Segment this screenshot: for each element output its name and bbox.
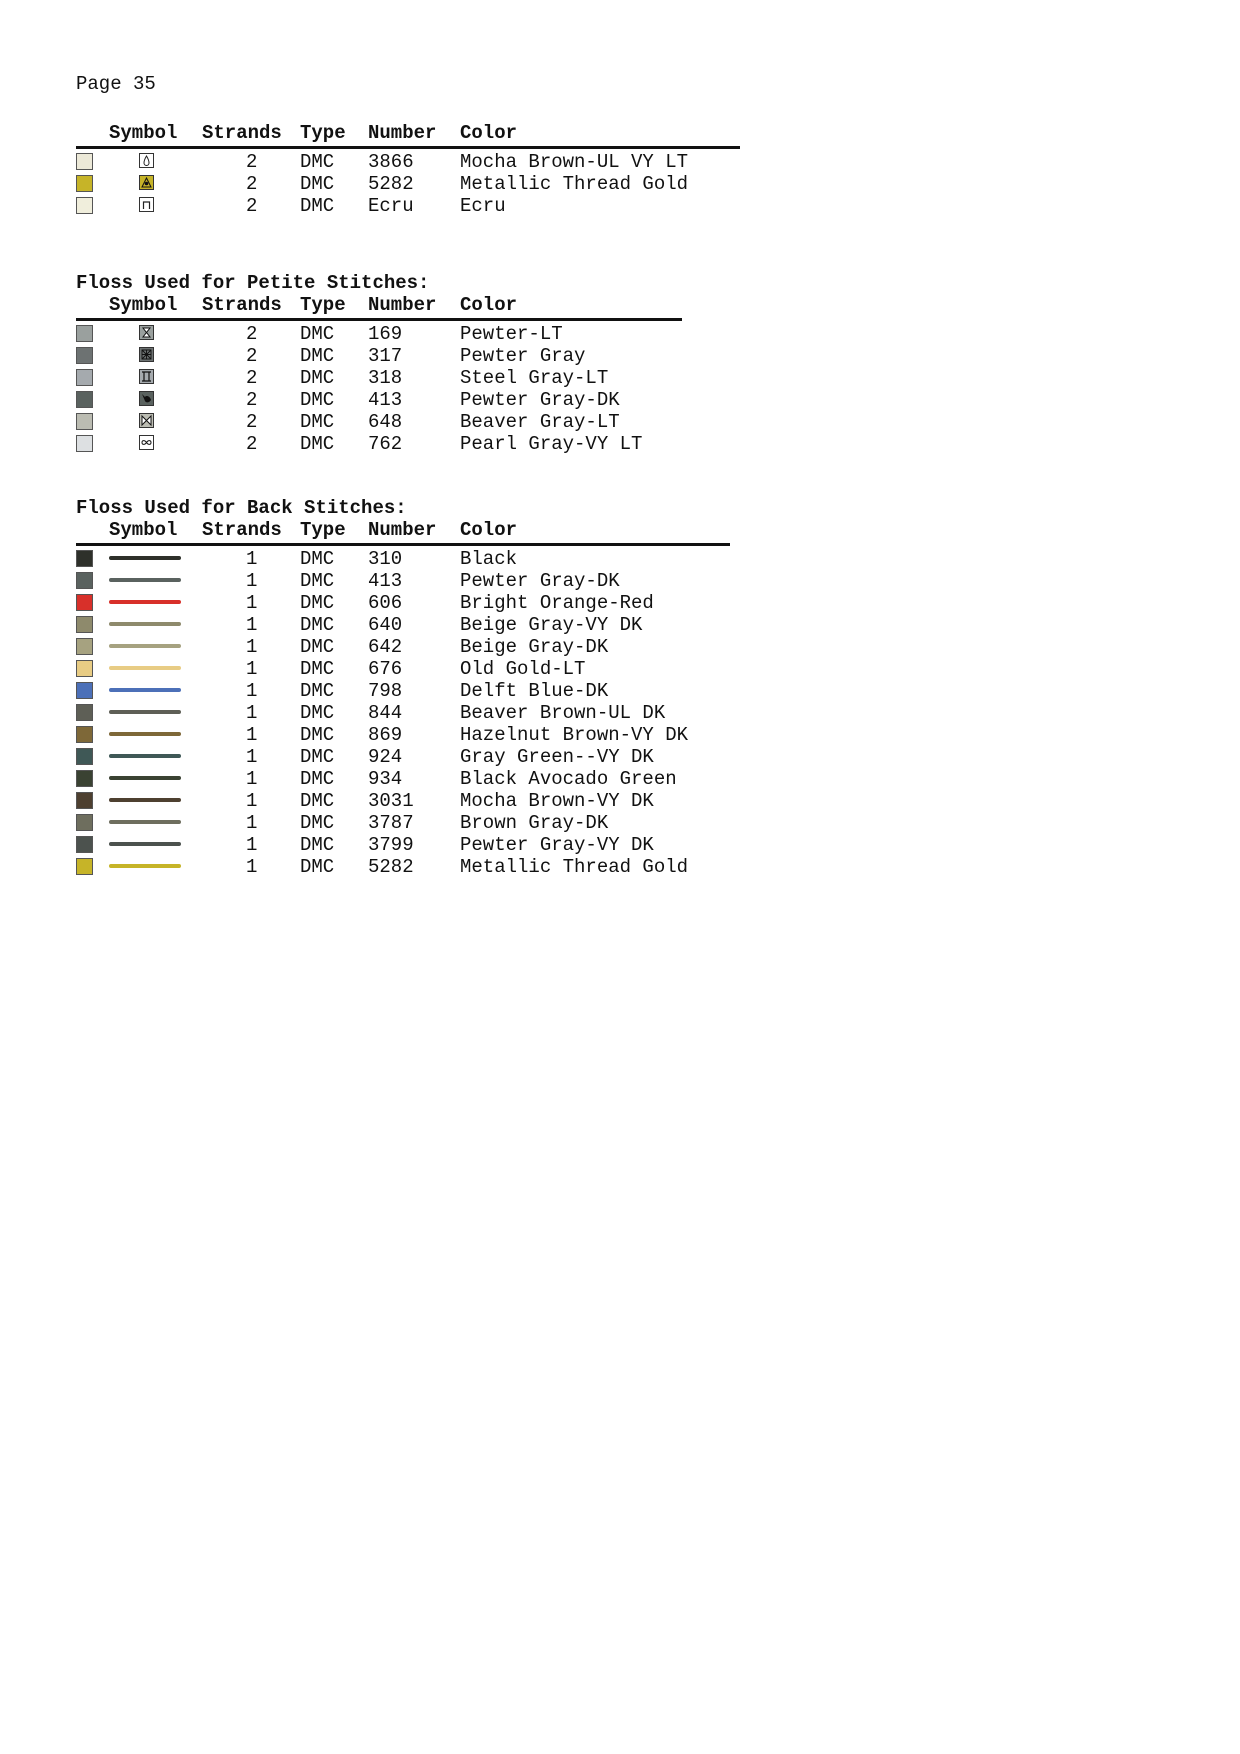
color-name: Beige Gray-DK: [460, 636, 609, 658]
backstitch-line-icon: [109, 776, 181, 780]
type-value: DMC: [300, 151, 335, 173]
color-swatch: [76, 369, 93, 386]
backstitch-line-icon: [109, 556, 181, 560]
strands-value: 1: [246, 570, 258, 592]
strands-value: 1: [246, 724, 258, 746]
strands-value: 1: [246, 768, 258, 790]
type-value: DMC: [300, 592, 335, 614]
column-header-row: [76, 294, 682, 318]
header-color: Color: [460, 294, 518, 316]
page-label: Page 35: [76, 73, 156, 95]
strands-value: 2: [246, 323, 258, 345]
number-value: Ecru: [368, 195, 414, 217]
color-name: Beaver Gray-LT: [460, 411, 620, 433]
strands-value: 1: [246, 856, 258, 878]
backstitch-line-icon: [109, 688, 181, 692]
strands-value: 1: [246, 636, 258, 658]
table-row: [76, 724, 730, 746]
table-row: [76, 345, 682, 367]
grid-icon: [139, 347, 154, 362]
header-color: Color: [460, 122, 518, 144]
color-name: Delft Blue-DK: [460, 680, 609, 702]
type-value: DMC: [300, 856, 335, 878]
number-value: 648: [368, 411, 403, 433]
table-row: [76, 592, 730, 614]
section-back-stitches: [76, 497, 730, 878]
color-name: Mocha Brown-VY DK: [460, 790, 654, 812]
header-number: Number: [368, 122, 437, 144]
header-number: Number: [368, 519, 437, 541]
column-header-row: [76, 122, 740, 146]
table-row: [76, 173, 740, 195]
header-color: Color: [460, 519, 518, 541]
color-name: Gray Green--VY DK: [460, 746, 654, 768]
number-value: 5282: [368, 173, 414, 195]
color-swatch: [76, 616, 93, 633]
table-row: [76, 812, 730, 834]
number-value: 3787: [368, 812, 414, 834]
type-value: DMC: [300, 746, 335, 768]
number-value: 924: [368, 746, 403, 768]
color-name: Pewter Gray-DK: [460, 570, 620, 592]
header-type: Type: [300, 122, 346, 144]
type-value: DMC: [300, 790, 335, 812]
color-swatch: [76, 836, 93, 853]
triangle-dot-icon: [139, 175, 154, 190]
color-name: Ecru: [460, 195, 506, 217]
backstitch-line-icon: [109, 622, 181, 626]
color-name: Black: [460, 548, 518, 570]
color-name: Pewter-LT: [460, 323, 563, 345]
type-value: DMC: [300, 173, 335, 195]
number-value: 642: [368, 636, 403, 658]
table-row: [76, 323, 682, 345]
type-value: DMC: [300, 411, 335, 433]
header-rule: [76, 146, 740, 149]
strands-value: 1: [246, 680, 258, 702]
type-value: DMC: [300, 768, 335, 790]
type-value: DMC: [300, 680, 335, 702]
color-swatch: [76, 704, 93, 721]
type-value: DMC: [300, 658, 335, 680]
color-name: Metallic Thread Gold: [460, 856, 689, 878]
strands-value: 1: [246, 702, 258, 724]
backstitch-line-icon: [109, 820, 181, 824]
backstitch-line-icon: [109, 578, 181, 582]
table-row: [76, 195, 740, 217]
backstitch-line-icon: [109, 600, 181, 604]
number-value: 676: [368, 658, 403, 680]
n-glyph-icon: [139, 197, 154, 212]
header-strands: Strands: [202, 294, 282, 316]
color-swatch: [76, 858, 93, 875]
header-symbol: Symbol: [109, 294, 178, 316]
type-value: DMC: [300, 345, 335, 367]
number-value: 640: [368, 614, 403, 636]
color-swatch: [76, 814, 93, 831]
backstitch-line-icon: [109, 798, 181, 802]
column-icon: [139, 369, 154, 384]
table-row: [76, 746, 730, 768]
table-row: [76, 411, 682, 433]
color-swatch: [76, 197, 93, 214]
color-swatch: [76, 175, 93, 192]
infinity-icon: [139, 435, 154, 450]
color-swatch: [76, 682, 93, 699]
header-strands: Strands: [202, 519, 282, 541]
type-value: DMC: [300, 702, 335, 724]
strands-value: 2: [246, 195, 258, 217]
number-value: 798: [368, 680, 403, 702]
type-value: DMC: [300, 724, 335, 746]
type-value: DMC: [300, 548, 335, 570]
number-value: 413: [368, 570, 403, 592]
strands-value: 1: [246, 812, 258, 834]
type-value: DMC: [300, 195, 335, 217]
strands-value: 2: [246, 345, 258, 367]
type-value: DMC: [300, 433, 335, 455]
table-row: [76, 614, 730, 636]
backstitch-line-icon: [109, 842, 181, 846]
color-swatch: [76, 792, 93, 809]
type-value: DMC: [300, 636, 335, 658]
backstitch-line-icon: [109, 732, 181, 736]
header-strands: Strands: [202, 122, 282, 144]
strands-value: 2: [246, 173, 258, 195]
color-swatch: [76, 748, 93, 765]
strands-value: 2: [246, 389, 258, 411]
strands-value: 2: [246, 411, 258, 433]
number-value: 3031: [368, 790, 414, 812]
color-swatch: [76, 391, 93, 408]
table-row: [76, 658, 730, 680]
header-rule: [76, 543, 730, 546]
color-name: Mocha Brown-UL VY LT: [460, 151, 689, 173]
section-title: Floss Used for Petite Stitches:: [76, 272, 430, 294]
color-swatch: [76, 594, 93, 611]
color-swatch: [76, 770, 93, 787]
type-value: DMC: [300, 812, 335, 834]
number-value: 606: [368, 592, 403, 614]
color-name: Old Gold-LT: [460, 658, 586, 680]
table-row: [76, 433, 682, 455]
section-petite-stitches: [76, 272, 682, 455]
table-row: [76, 367, 682, 389]
type-value: DMC: [300, 389, 335, 411]
column-header-row: [76, 519, 730, 543]
color-swatch: [76, 325, 93, 342]
number-value: 5282: [368, 856, 414, 878]
number-value: 869: [368, 724, 403, 746]
backstitch-line-icon: [109, 754, 181, 758]
number-value: 934: [368, 768, 403, 790]
color-name: Steel Gray-LT: [460, 367, 609, 389]
strands-value: 1: [246, 790, 258, 812]
backstitch-line-icon: [109, 710, 181, 714]
color-swatch: [76, 660, 93, 677]
backstitch-line-icon: [109, 644, 181, 648]
section-title: Floss Used for Back Stitches:: [76, 497, 407, 519]
type-value: DMC: [300, 834, 335, 856]
table-row: [76, 570, 730, 592]
type-value: DMC: [300, 323, 335, 345]
type-value: DMC: [300, 367, 335, 389]
color-swatch: [76, 413, 93, 430]
color-name: Brown Gray-DK: [460, 812, 609, 834]
strands-value: 2: [246, 367, 258, 389]
color-name: Pewter Gray: [460, 345, 586, 367]
header-rule: [76, 318, 682, 321]
color-swatch: [76, 435, 93, 452]
number-value: 310: [368, 548, 403, 570]
table-row: [76, 768, 730, 790]
strands-value: 1: [246, 658, 258, 680]
table-row: [76, 151, 740, 173]
table-row: [76, 834, 730, 856]
header-number: Number: [368, 294, 437, 316]
color-name: Pewter Gray-DK: [460, 389, 620, 411]
strands-value: 2: [246, 433, 258, 455]
color-swatch: [76, 550, 93, 567]
number-value: 413: [368, 389, 403, 411]
header-type: Type: [300, 519, 346, 541]
leaf-icon: [139, 391, 154, 406]
color-name: Pearl Gray-VY LT: [460, 433, 643, 455]
color-name: Black Avocado Green: [460, 768, 677, 790]
number-value: 3799: [368, 834, 414, 856]
bowtie-icon: [139, 413, 154, 428]
number-value: 169: [368, 323, 403, 345]
color-name: Beaver Brown-UL DK: [460, 702, 666, 724]
table-row: [76, 790, 730, 812]
color-swatch: [76, 726, 93, 743]
type-value: DMC: [300, 570, 335, 592]
table-row: [76, 702, 730, 724]
strands-value: 1: [246, 834, 258, 856]
backstitch-line-icon: [109, 666, 181, 670]
color-name: Hazelnut Brown-VY DK: [460, 724, 689, 746]
table-row: [76, 856, 730, 878]
color-swatch: [76, 572, 93, 589]
color-swatch: [76, 347, 93, 364]
header-symbol: Symbol: [109, 519, 178, 541]
strands-value: 1: [246, 614, 258, 636]
strands-value: 1: [246, 746, 258, 768]
color-name: Metallic Thread Gold: [460, 173, 689, 195]
drop-icon: [139, 153, 154, 168]
table-row: [76, 389, 682, 411]
strands-value: 1: [246, 548, 258, 570]
table-row: [76, 636, 730, 658]
header-symbol: Symbol: [109, 122, 178, 144]
table-row: [76, 680, 730, 702]
number-value: 317: [368, 345, 403, 367]
backstitch-line-icon: [109, 864, 181, 868]
number-value: 318: [368, 367, 403, 389]
color-swatch: [76, 638, 93, 655]
number-value: 762: [368, 433, 403, 455]
strands-value: 2: [246, 151, 258, 173]
type-value: DMC: [300, 614, 335, 636]
color-name: Beige Gray-VY DK: [460, 614, 643, 636]
table-row: [76, 548, 730, 570]
strands-value: 1: [246, 592, 258, 614]
hourglass-icon: [139, 325, 154, 340]
header-type: Type: [300, 294, 346, 316]
section-floss-cross-stitches: [76, 122, 740, 217]
number-value: 3866: [368, 151, 414, 173]
color-name: Pewter Gray-VY DK: [460, 834, 654, 856]
color-swatch: [76, 153, 93, 170]
number-value: 844: [368, 702, 403, 724]
color-name: Bright Orange-Red: [460, 592, 654, 614]
